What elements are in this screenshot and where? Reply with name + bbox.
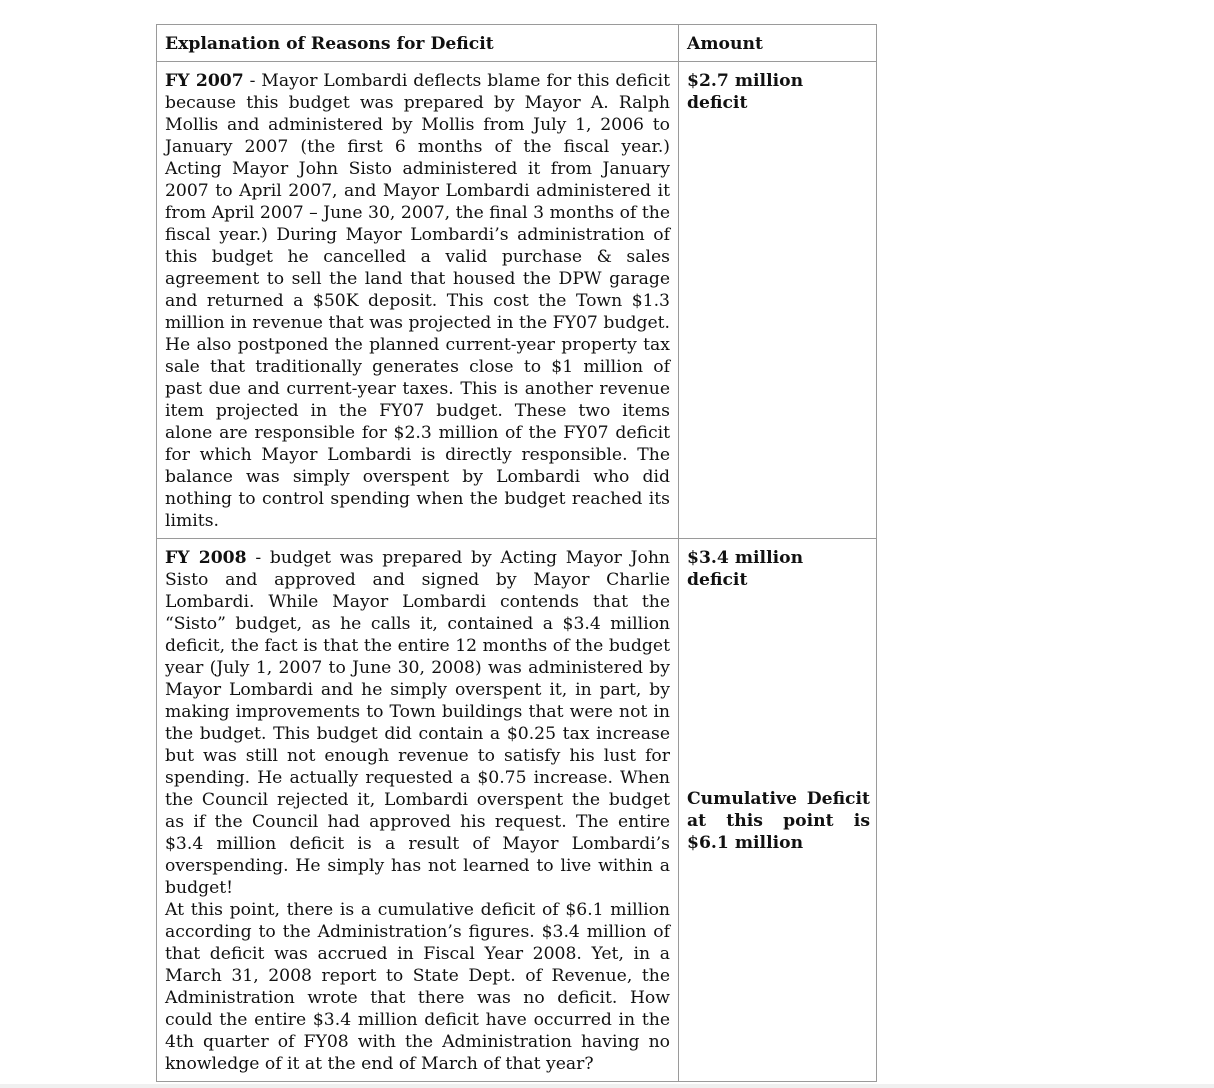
fy2007-amount-cell [679,62,877,539]
fy2008-paragraph-2: At this point, there is a cumulative deficit of $6.1 million according to the Administration’s figures. $3.4 million of that deficit was accrued in Fiscal Year 2008. Yet, in a March 31, 2008 report to State Dept. of Revenue, the Administration wrote that there was no deficit. How could the entire $3.4 million deficit have occurred in the 4th quarter of FY08 with the Administration having no knowledge of it at the end of March of that year? [165,900,670,1074]
deficit-table [156,24,877,1082]
fy2008-explanation-cell [157,539,679,1082]
fy2007-amount: $2.7 million deficit [687,71,804,113]
fy2008-paragraph-1 [165,547,670,899]
table-row [157,62,877,539]
fy2008-amount: $3.4 million deficit [687,548,804,590]
fy2008-explanation-text: - budget was prepared by Acting Mayor John Sisto and approved and signed by Mayor Charlie Lombardi. While Mayor Lombardi contends that the “Sisto” budget, as he calls it, contained a $3.4 million deficit, the fact is that the entire 12 months of the budget year (July 1, 2007 to June 30, 2008) was administered by Mayor Lombardi and he simply overspent it, in part, by making improvements to Town buildings that were not in the budget. This budget did contain a $0.25 tax increase but was still not enough revenue to satisfy his lust for spending. He actually requested a $0.75 increase. When the Council rejected it, Lombardi overspent the budget as if the Council had approved his request. The entire $3.4 million deficit is a result of Mayor Lombardi’s overspending. He simply has not learned to live within a budget! [165,548,671,898]
table-row [157,539,877,1082]
fy2007-label: FY 2007 [165,71,244,91]
fy2007-explanation-cell [157,62,679,539]
header-explanation: Explanation of Reasons for Deficit [157,25,679,62]
header-amount: Amount [679,25,877,62]
cumulative-deficit-note: Cumulative Deficit at this point is $6.1 million [687,789,870,853]
page-bottom-edge [0,1084,1214,1088]
fy2008-label: FY 2008 [165,548,247,568]
fy2007-explanation-text: - Mayor Lombardi deflects blame for this deficit because this budget was prepared by Mayor A. Ralph Mollis and administered by Mollis from July 1, 2006 to January 2007 (the first 6 months of the fiscal year.) Acting Mayor John Sisto administered it from January 2007 to April 2007, and Mayor Lombardi administered it from April 2007 – June 30, 2007, the final 3 months of the fiscal year.) During Mayor Lombardi’s administration of this budget he cancelled a valid purchase & sales agreement to sell the land that housed the DPW garage and returned a $50K deposit. This cost the Town $1.3 million in revenue that was projected in the FY07 budget. He also postponed the planned current-year property tax sale that traditionally generates close to $1 million of past due and current-year taxes. This is another revenue item projected in the FY07 budget. These two items alone are responsible for $2.3 million of the FY07 deficit for which Mayor Lombardi is directly responsible. The balance was simply overspent by Lombardi who did nothing to control spending when the budget reached its limits. [165,71,670,531]
fy2008-amount-cell [679,539,877,1082]
header-row [157,25,877,62]
